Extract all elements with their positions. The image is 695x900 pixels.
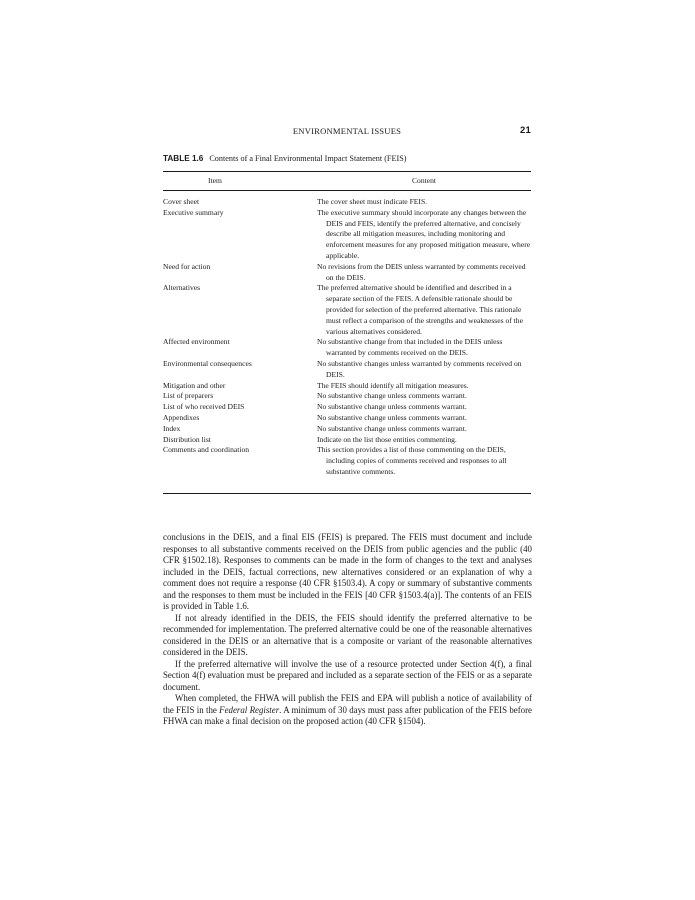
table-cell-content: No substantive change unless comments warrant. bbox=[317, 391, 467, 401]
table-caption bbox=[163, 154, 531, 163]
table-cell-content: No substantive changes unless warranted by comments received on DEIS. bbox=[317, 358, 522, 379]
running-title: ENVIRONMENTAL ISSUES bbox=[292, 126, 402, 136]
table-row bbox=[163, 359, 531, 381]
paragraph-text: . A minimum of 30 days must pass after publication of the FEIS before FHWA can make a final decision on the proposed action (40 CFR §1504). bbox=[163, 704, 532, 726]
table-header-rule bbox=[163, 190, 531, 191]
table-cell-item: Appendixes bbox=[163, 412, 200, 422]
table-cell-item: Executive summary bbox=[163, 207, 224, 217]
table-cell-content: No substantive change unless comments warrant. bbox=[317, 423, 467, 433]
table-row bbox=[163, 381, 531, 392]
table-row bbox=[163, 208, 531, 262]
table-cell-item: Cover sheet bbox=[163, 197, 200, 206]
table-cell-content: No substantive change unless comments warrant. bbox=[317, 402, 467, 412]
table-cell-item: List of who received DEIS bbox=[163, 402, 245, 412]
table-cell-content: The FEIS should identify all mitigation measures. bbox=[317, 380, 469, 390]
table-row bbox=[163, 435, 531, 446]
table-cell-content: The preferred alternative should be identified and described in a separate section of the FEIS. A defensible rationale should be provided for selection of the preferred alternative. This rationale must reflect a comparison of the strengths and weaknesses of the various alternatives considered. bbox=[317, 283, 523, 336]
table-row bbox=[163, 413, 531, 424]
table-row bbox=[163, 337, 531, 359]
publication-title: Federal Register bbox=[219, 704, 280, 715]
table-bottom-rule bbox=[163, 493, 531, 494]
table-cell-content: No substantive change unless comments warrant. bbox=[317, 412, 467, 422]
table-cell-content: The executive summary should incorporate any changes between the DEIS and FEIS, identify the preferred alternative, and concisely describe all mitigation measures, including monitoring and enforcement measures for any proposed mitigation measure, where applicable. bbox=[317, 207, 531, 260]
body-text bbox=[163, 532, 532, 728]
table-cell-content: The cover sheet must indicate FEIS. bbox=[317, 197, 428, 206]
table-row bbox=[163, 391, 531, 402]
table-cell-content: No revisions from the DEIS unless warranted by comments received on the DEIS. bbox=[317, 261, 526, 282]
paragraph: conclusions in the DEIS, and a final EIS (FEIS) is prepared. The FEIS must document and include responses to all substantive comments received on the DEIS from public agencies and the public (40 CFR §1502.18). Responses to comments can be made in the form of changes to the text and analyses included in the DEIS, factual corrections, new alternatives considered or an explanation of why a comment does not require a response (40 CFR §1503.4). A copy or summary of substantive comments and the responses to them must be included in the FEIS [40 CFR §1503.4(a)]. The contents of an FEIS is provided in Table 1.6. bbox=[163, 532, 532, 611]
table-cell-item: Index bbox=[163, 423, 181, 433]
table-cell-content: Indicate on the list those entities commenting. bbox=[317, 434, 457, 444]
table-row bbox=[163, 283, 531, 337]
paragraph-text: When completed, the FHWA will publish the FEIS and EPA will publish a notice of availability of the FEIS in the bbox=[163, 693, 532, 715]
table-label: TABLE 1.6 bbox=[163, 154, 204, 163]
table-cell-item: List of preparers bbox=[163, 391, 214, 401]
running-header bbox=[163, 126, 531, 140]
table-cell-content: This section provides a list of those commenting on the DEIS, including copies of comments received and responses to all substantive comments. bbox=[317, 445, 507, 476]
paragraph: If not already identified in the DEIS, the FEIS should identify the preferred alternative to be recommended for implementation. The preferred alternative could be one of the reasonable alternatives considered in the DEIS or an alternative that is a composite or variant of the reasonable alternatives considered in the DEIS. bbox=[163, 612, 532, 657]
table-cell-content: No substantive change from that included in the DEIS unless warranted by comments received on the DEIS. bbox=[317, 337, 503, 358]
table-row bbox=[163, 424, 531, 435]
table-caption-text: Contents of a Final Environmental Impact Statement (FEIS) bbox=[209, 154, 407, 163]
table-cell-item: Mitigation and other bbox=[163, 380, 226, 390]
table-cell-item: Environmental consequences bbox=[163, 358, 252, 368]
table-cell-item: Comments and coordination bbox=[163, 445, 250, 455]
page-number: 21 bbox=[520, 125, 531, 136]
column-header-content: Content bbox=[411, 176, 437, 185]
table-row bbox=[163, 262, 531, 284]
table-cell-item: Distribution list bbox=[163, 434, 211, 444]
table-top-rule bbox=[163, 171, 531, 172]
table-row bbox=[163, 402, 531, 413]
table-row bbox=[163, 197, 531, 208]
table-cell-item: Alternatives bbox=[163, 283, 201, 293]
table-cell-item: Affected environment bbox=[163, 337, 230, 347]
paragraph: If the preferred alternative will involve the use of a resource protected under Section 4(f), a final Section 4(f) evaluation must be prepared and included as a separate section of the FEIS or as a separate document. bbox=[163, 658, 532, 692]
table-cell-item: Need for action bbox=[163, 261, 211, 271]
paragraph bbox=[163, 693, 532, 728]
column-header-item: Item bbox=[208, 176, 222, 185]
table-body bbox=[163, 197, 531, 478]
table-row bbox=[163, 445, 531, 477]
